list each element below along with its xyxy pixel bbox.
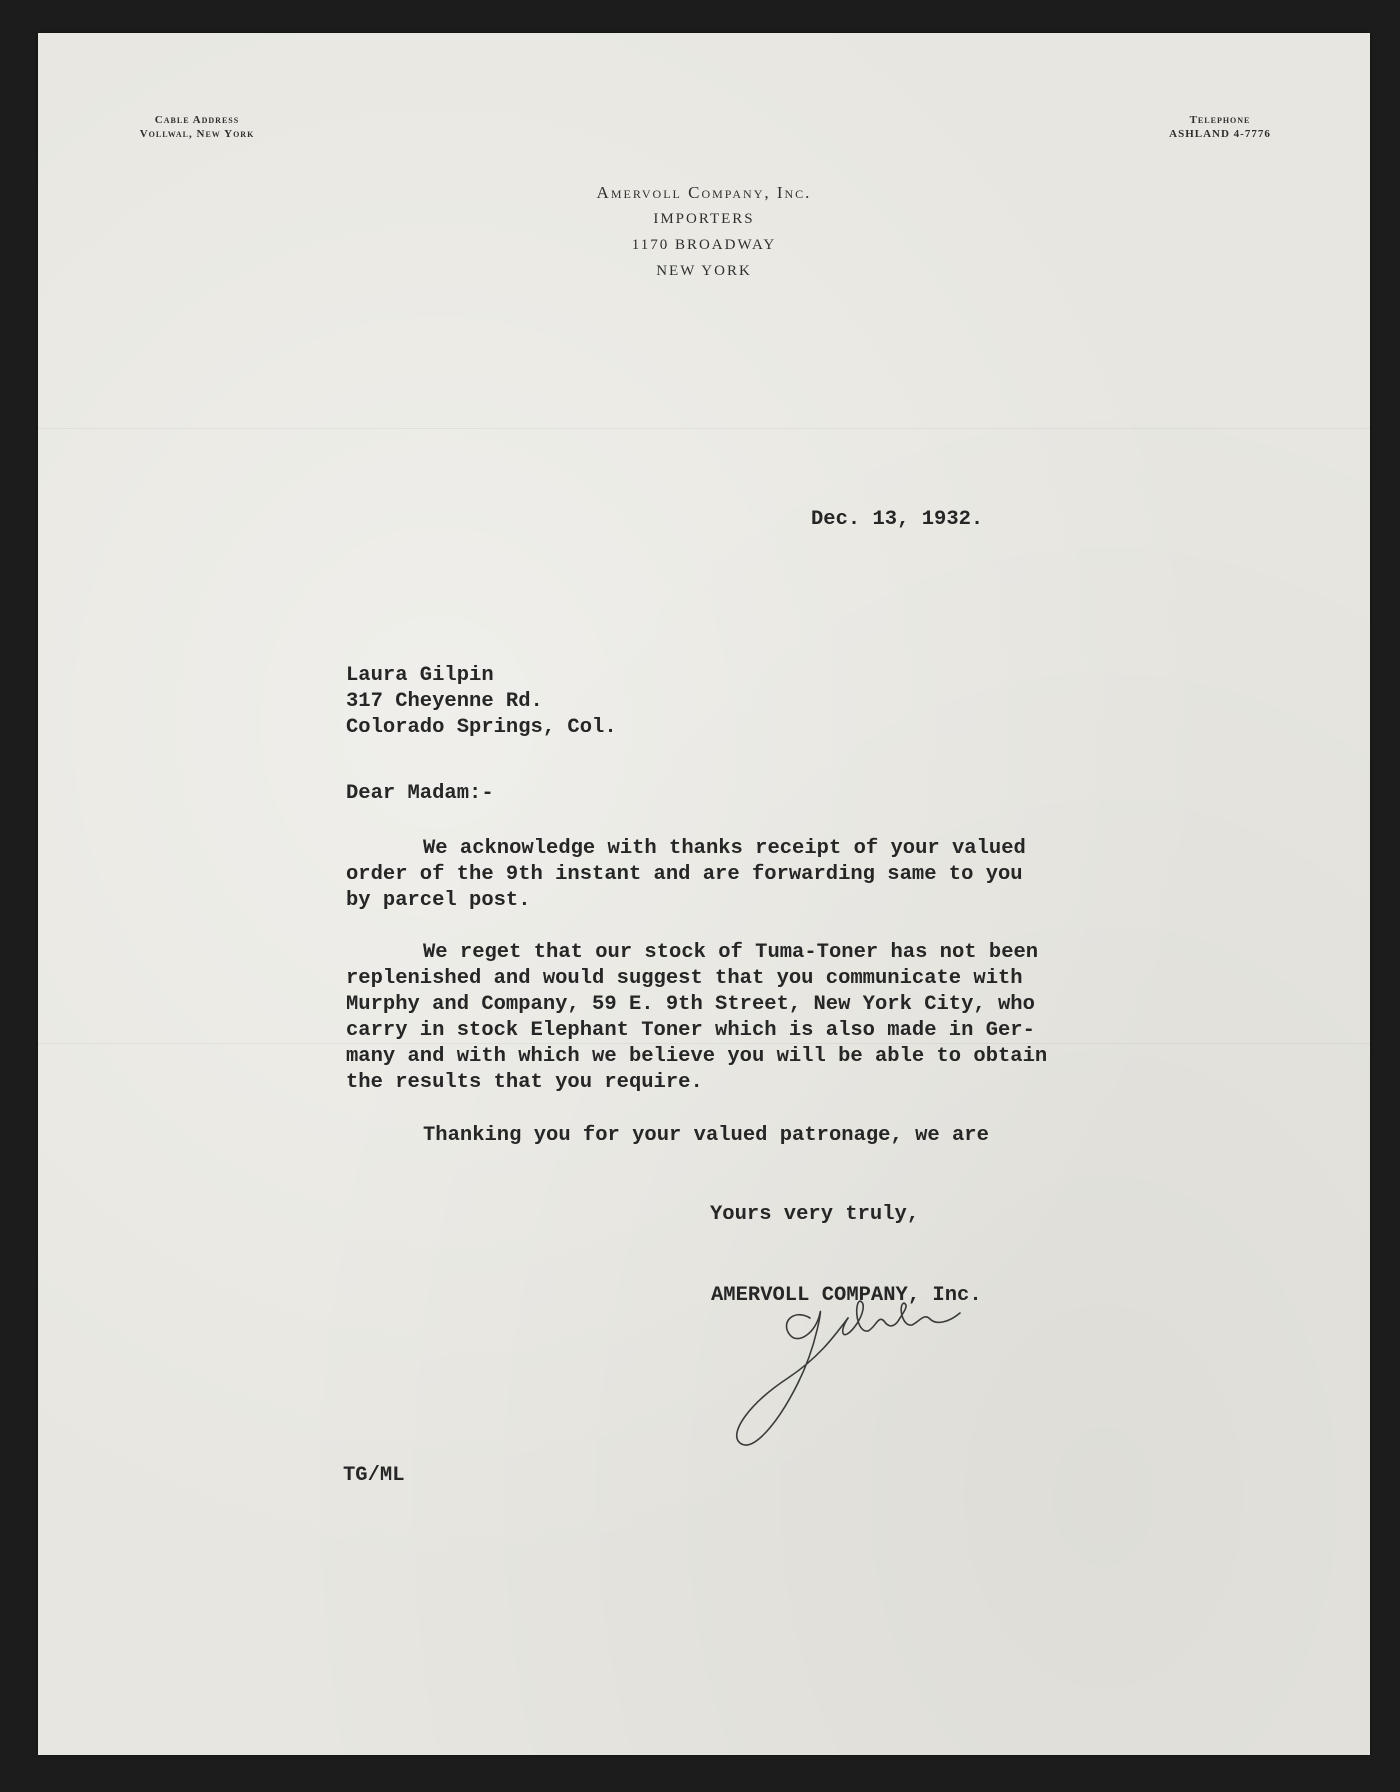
paragraph-line: many and with which we believe you will be able to obtain <box>346 1045 1048 1068</box>
cable-address-label: Cable Address <box>154 114 240 126</box>
recipient-address <box>346 663 617 741</box>
paragraph-2 <box>346 940 1047 1096</box>
salutation: Dear Madam:- <box>346 782 494 805</box>
paragraph-line: the results that you require. <box>346 1071 703 1094</box>
signature-company: AMERVOLL COMPANY, Inc. <box>711 1284 982 1307</box>
paragraph-line: We acknowledge with thanks receipt of your valued <box>423 837 1026 860</box>
paragraph-line: Murphy and Company, 59 E. 9th Street, New York City, who <box>346 993 1035 1016</box>
recipient-name: Laura Gilpin <box>346 664 494 687</box>
letterhead-city: NEW YORK <box>656 263 752 279</box>
recipient-street: 317 Cheyenne Rd. <box>346 690 543 713</box>
paragraph-1 <box>346 836 1026 914</box>
fold-line <box>38 428 1370 429</box>
telephone-block <box>1140 113 1300 141</box>
handwritten-signature <box>698 1263 1018 1463</box>
letter-date: Dec. 13, 1932. <box>811 508 984 531</box>
paragraph-line: carry in stock Elephant Toner which is also made in Ger- <box>346 1019 1035 1042</box>
letterhead-center <box>504 180 904 284</box>
paragraph-line: by parcel post. <box>346 889 531 912</box>
complimentary-close: Yours very truly, <box>710 1203 920 1226</box>
paragraph-line: We reget that our stock of Tuma-Toner has not been <box>423 941 1039 964</box>
paragraph-line: replenished and would suggest that you communicate with <box>346 967 1023 990</box>
paragraph-3: Thanking you for your valued patronage, we are <box>423 1124 989 1147</box>
telephone-value: ASHLAND 4-7776 <box>1169 128 1271 140</box>
paragraph-line: order of the 9th instant and are forwarding same to you <box>346 863 1023 886</box>
typist-initials: TG/ML <box>343 1464 405 1487</box>
recipient-city: Colorado Springs, Col. <box>346 716 617 739</box>
company-name: Amervoll Company, Inc. <box>596 183 812 202</box>
cable-address-block <box>117 113 277 141</box>
letterhead-importers: IMPORTERS <box>653 211 755 227</box>
letterhead-address: 1170 BROADWAY <box>631 237 777 253</box>
letter-page <box>38 33 1370 1755</box>
cable-address-value: Vollwal, New York <box>139 128 255 140</box>
telephone-label: Telephone <box>1189 114 1251 126</box>
